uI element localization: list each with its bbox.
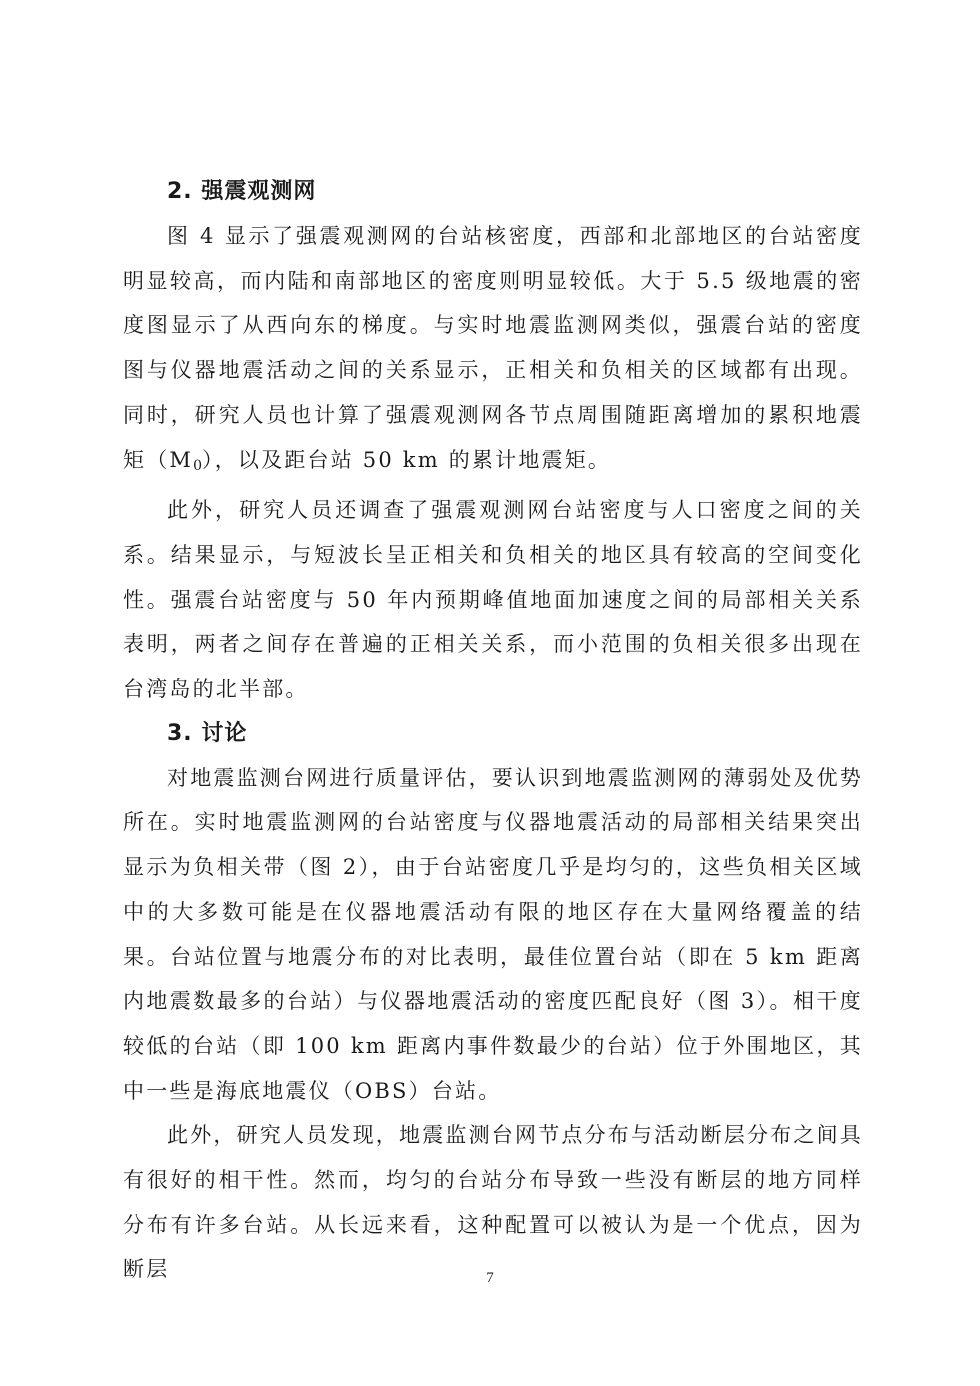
paragraph (123, 214, 863, 488)
page-number: 7 (486, 1270, 494, 1286)
paragraph: 此外，研究人员发现，地震监测台网节点分布与活动断层分布之间具有很好的相干性。然而，均匀的台站分布导致一些没有断层的地方同样分布有许多台站。从长远来看，这种配置可以被认为是一个优点，因为断层 (123, 1123, 863, 1282)
paragraph-text: 图 4 显示了强震观测网的台站核密度，西部和北部地区的台站密度明显较高，而内陆和南部地区的密度则明显较低。大于 5.5 级地震的密度图显示了从西向东的梯度。与实时地震监测网类似，强震台站的密度图与仪器地震活动之间的关系显示，正相关和负相关的区域都有出现。同时，研究人员也计算了强震观测网各节点周围随距离增加的累积地震矩（M (123, 224, 863, 472)
subscript: 0 (193, 457, 203, 474)
document-body (123, 170, 863, 1292)
section-heading-strong-motion-network: 2. 强震观测网 (167, 179, 317, 204)
section-heading-discussion: 3. 讨论 (167, 720, 248, 746)
paragraph-text: ），以及距台站 50 km 的累计地震矩。 (202, 447, 612, 472)
paragraph: 此外，研究人员还调查了强震观测网台站密度与人口密度之间的关系。结果显示，与短波长呈正相关和负相关的地区具有较高的空间变化性。强震台站密度与 50 年内预期峰值地面加速度之间的局部相关关系表明，两者之间存在普遍的正相关关系，而小范围的负相关很多出现在台湾岛的北半部。 (123, 498, 863, 702)
paragraph: 对地震监测台网进行质量评估，要认识到地震监测网的薄弱处及优势所在。实时地震监测网的台站密度与仪器地震活动的局部相关结果突出显示为负相关带（图 2），由于台站密度几乎是均匀的，这些负相关区域中的大多数可能是在仪器地震活动有限的地区存在大量网络覆盖的结果。台站位置与地震分布的对比表明，最佳位置台站（即在 5 km 距离内地震数最多的台站）与仪器地震活动的密度匹配良好（图 3）。相干度较低的台站（即 100 km 距离内事件数最少的台站）位于外围地区，其中一些是海底地震仪（OBS）台站。 (123, 765, 863, 1103)
